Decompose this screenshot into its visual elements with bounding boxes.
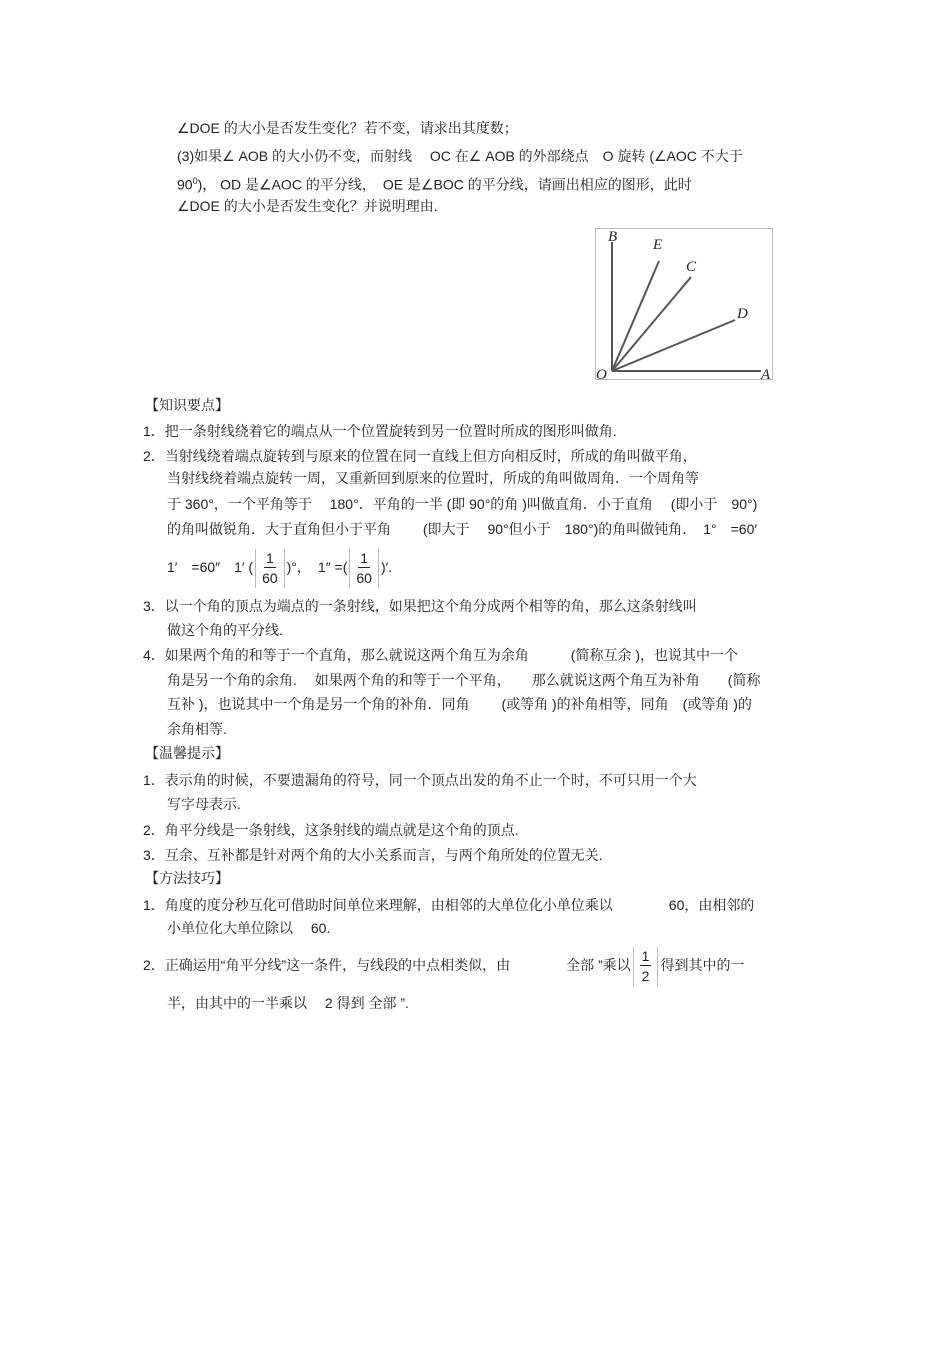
question-line <box>177 171 692 195</box>
label-D: D <box>737 306 748 322</box>
text-span: 2．正确运用“角平分线”这一条件，与线段的中点相类似，由 全部 ”乘以 <box>143 957 631 973</box>
text-span: 1′ =60″ 1′ ( <box>167 559 254 575</box>
paragraph-line: 1．表示角的时候，不要遗漏角的符号，同一个顶点出发的角不止一个时，不可只用一个大 <box>143 772 697 788</box>
section-heading: 【温馨提示】 <box>145 745 229 761</box>
question-line: (3)如果∠ AOB 的大小仍不变，而射线 OC 在∠ AOB 的外部绕点 O 旋转 (∠AOC 不大于 <box>177 148 743 164</box>
paragraph-line <box>167 545 392 589</box>
paragraph-line: 3．以一个角的顶点为端点的一条射线，如果把这个角分成两个相等的角，那么这条射线叫 <box>143 598 697 614</box>
paragraph-line: 做这个角的平分线. <box>167 622 283 638</box>
paragraph-line: 写字母表示. <box>167 796 241 812</box>
paragraph-line: 于 360°，一个平角等于 180°．平角的一半 (即 90°的角 )叫做直角．小于直角 (即小于 90°) <box>167 496 758 512</box>
paragraph-line <box>143 943 744 987</box>
text-span: )， OD 是∠AOC 的平分线， OE 是∠BOC 的平分线，请画出相应的图形，此时 <box>197 176 692 193</box>
paragraph-line: 3．互余、互补都是针对两个角的大小关系而言，与两个角所处的位置无关. <box>143 847 603 863</box>
text-span: )′. <box>380 559 393 575</box>
fraction-numerator: 1 <box>360 549 369 566</box>
paragraph-line: 半，由其中的一半乘以 2 得到 全部 ”. <box>167 995 409 1011</box>
fraction-numerator: 1 <box>641 947 650 964</box>
fraction-one-half <box>633 947 659 986</box>
fraction-one-sixtieth <box>349 549 379 588</box>
paragraph-line: 4．如果两个角的和等于一个直角，那么就说这两个角互为余角 (简称互余 )，也说其中一个 <box>143 647 738 663</box>
section-heading: 【知识要点】 <box>145 397 229 413</box>
degree-superscript: 0 <box>192 176 198 186</box>
paragraph-line: 1．角度的度分秒互化可借助时间单位来理解，由相邻的大单位化小单位乘以 60，由相邻的 <box>143 897 755 913</box>
text-span: )°， 1″ =( <box>286 559 348 575</box>
paragraph-line: 余角相等. <box>167 721 227 737</box>
fraction-denominator: 2 <box>641 967 650 984</box>
paragraph-line: 互补 )，也说其中一个角是另一个角的补角．同角 (或等角 )的补角相等，同角 (或等角 )的 <box>167 696 752 712</box>
question-line: ∠DOE 的大小是否发生变化？若不变，请求出其度数； <box>177 120 518 136</box>
paragraph-line: 2．当射线绕着端点旋转到与原来的位置在同一直线上但方向相反时，所成的角叫做平角， <box>143 448 697 464</box>
figure-border <box>596 229 773 380</box>
paragraph-line: 的角叫做锐角．大于直角但小于平角 (即大于 90°但小于 180°)的角叫做钝角． 1° =60′ <box>167 521 757 537</box>
fraction-denominator: 60 <box>356 569 372 586</box>
label-E: E <box>653 237 663 253</box>
section-heading: 【方法技巧】 <box>145 870 229 886</box>
angle-figure <box>595 228 773 380</box>
label-B: B <box>608 229 618 245</box>
paragraph-line: 小单位化大单位除以 60. <box>167 920 331 936</box>
paragraph-line: 1．把一条射线绕着它的端点从一个位置旋转到另一位置时所成的图形叫做角. <box>143 423 617 439</box>
fraction-numerator: 1 <box>265 549 274 566</box>
label-A: A <box>761 367 771 380</box>
paragraph-line: 2．角平分线是一条射线，这条射线的端点就是这个角的顶点. <box>143 822 519 838</box>
question-line: ∠DOE 的大小是否发生变化？并说明理由. <box>177 198 438 214</box>
fraction-one-sixtieth <box>255 549 285 588</box>
label-C: C <box>686 259 697 275</box>
paragraph-line: 当射线绕着端点旋转一周，又重新回到原来的位置时，所成的角叫做周角．一个周角等 <box>167 470 699 486</box>
label-O: O <box>596 367 607 380</box>
fraction-denominator: 60 <box>262 569 278 586</box>
text-span: 得到其中的一 <box>660 957 745 973</box>
text-span: 90 <box>177 176 193 193</box>
paragraph-line: 角是另一个角的余角. 如果两个角的和等于一个平角， 那么就说这两个角互为补角 (简称 <box>167 672 761 688</box>
ray-OC <box>612 277 691 371</box>
